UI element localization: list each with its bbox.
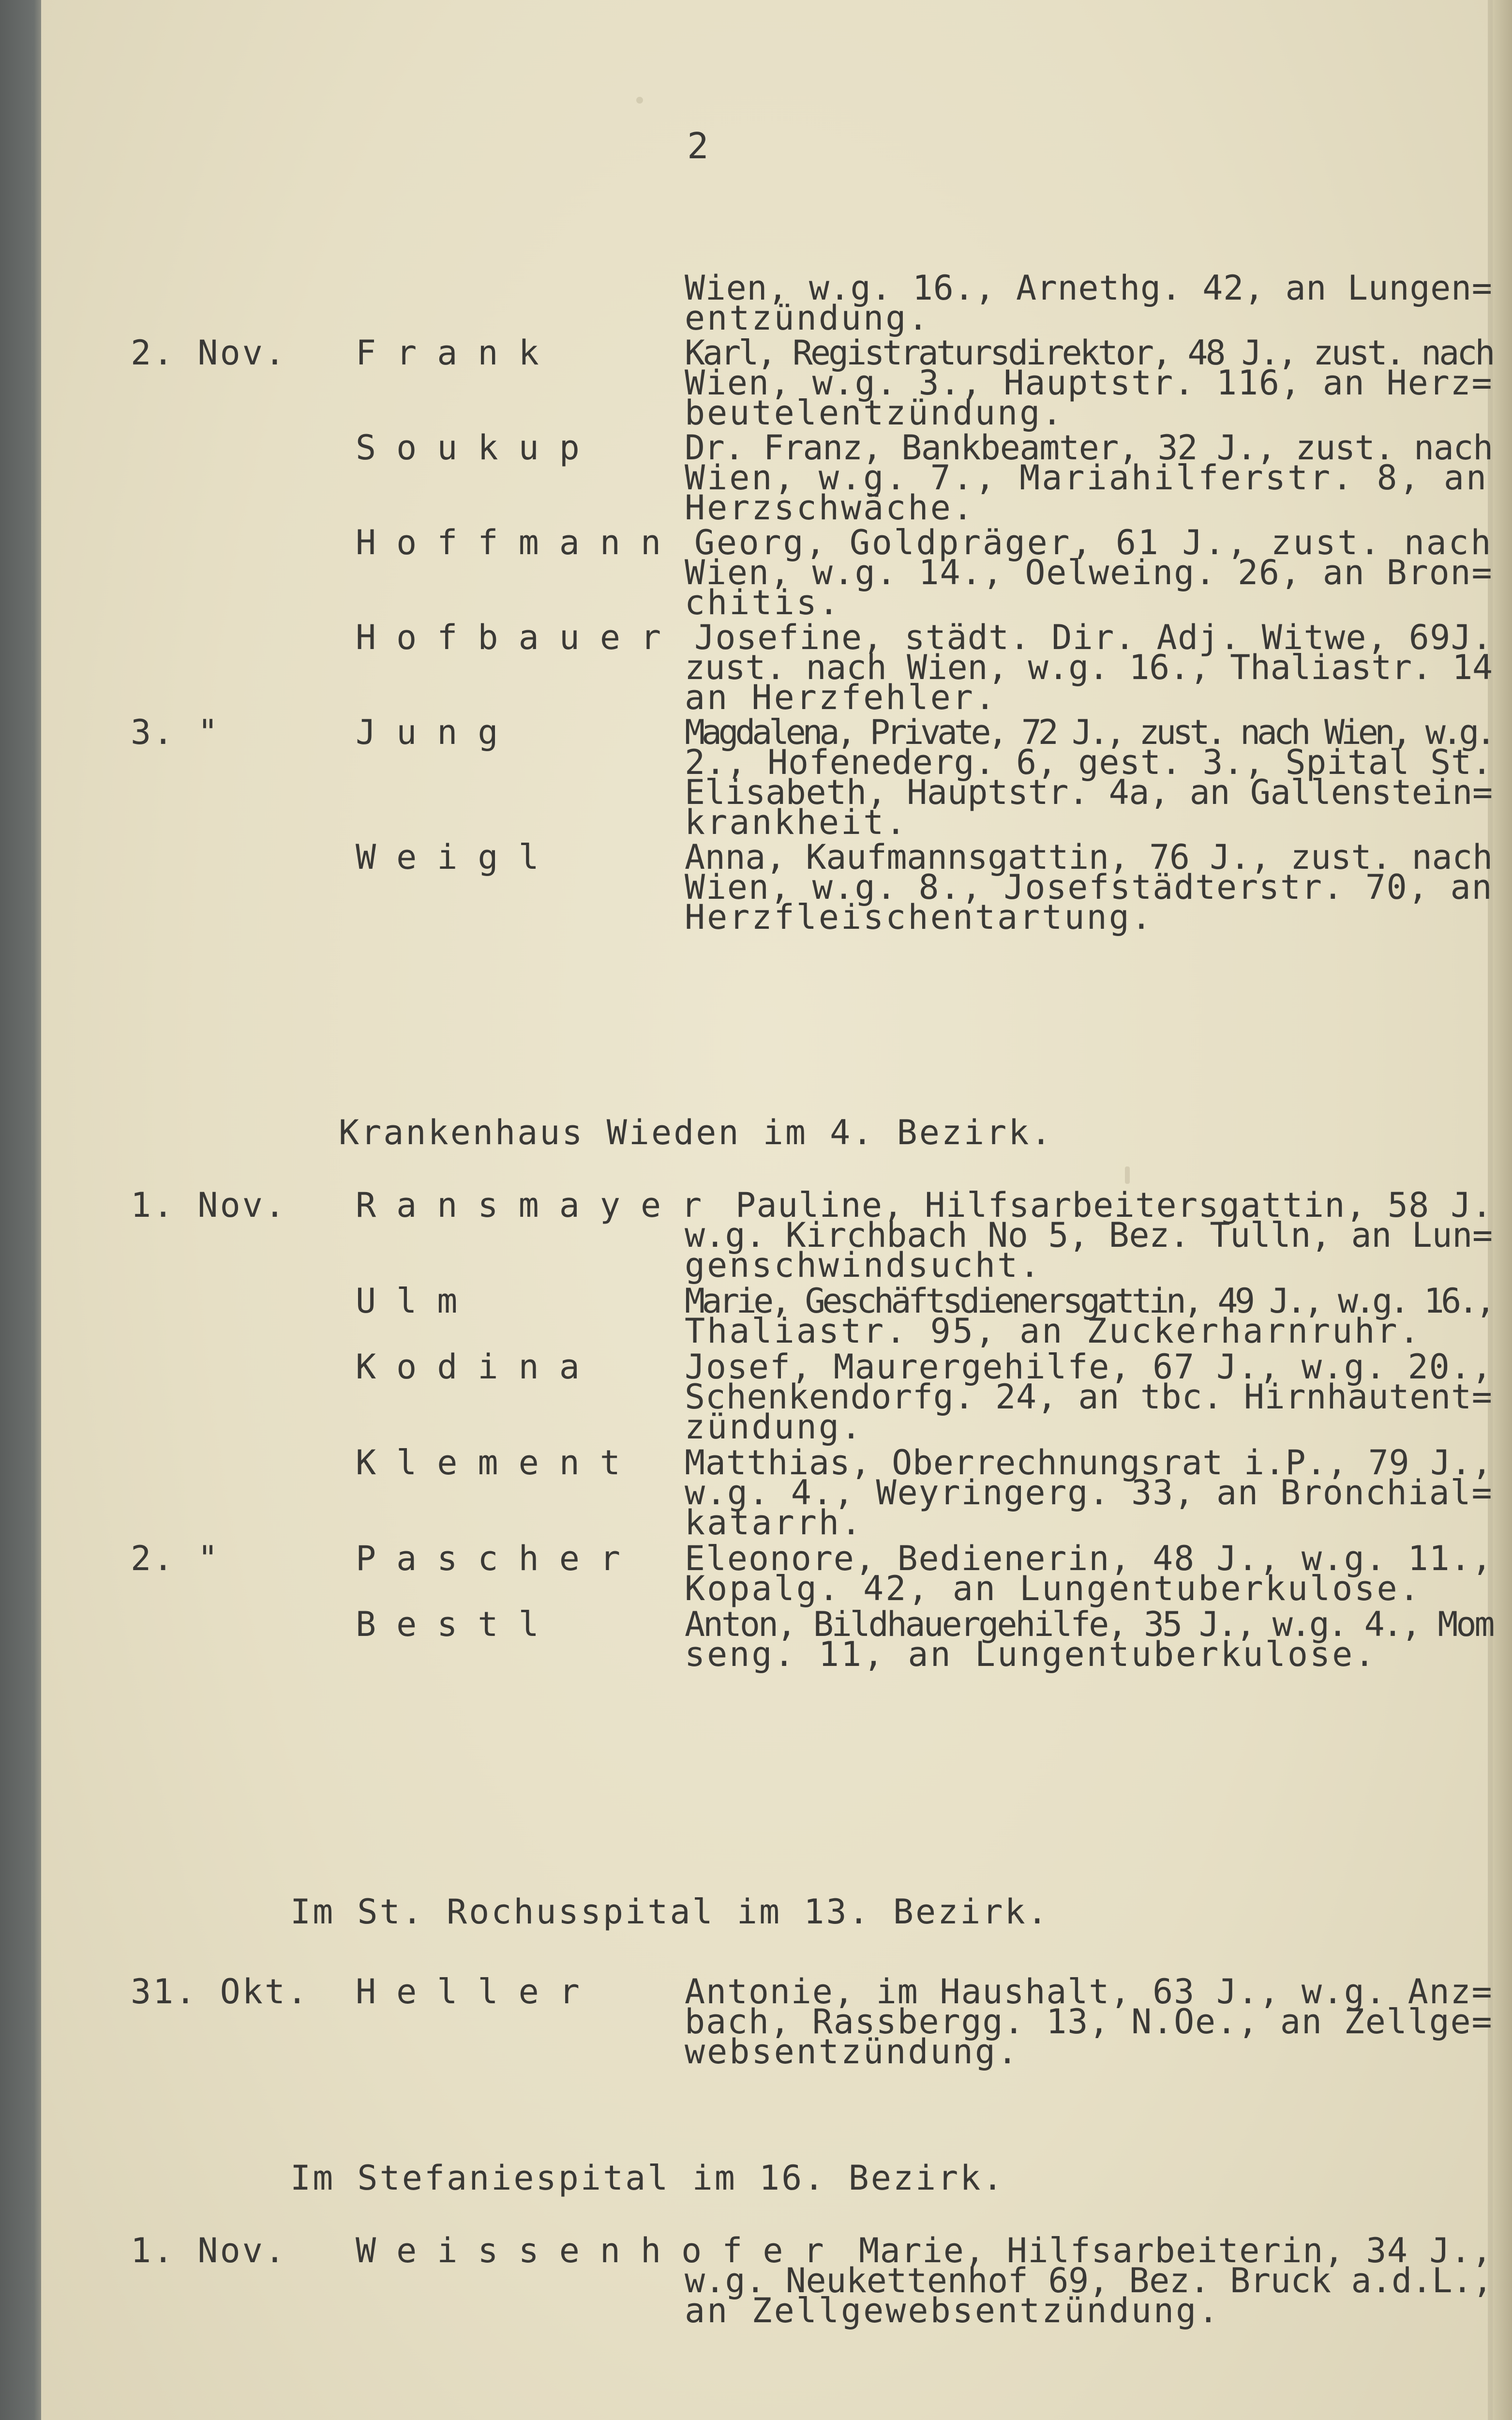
entry-date: 2. " — [131, 1539, 220, 1578]
entry-text-line: Wien, w.g. 8., Josefstädterstr. 70, an — [685, 867, 1493, 907]
entry-surname: Klement — [356, 1443, 641, 1482]
entry-text-line: Herzschwäche. — [685, 488, 975, 528]
entry-text-line: Wien, w.g. 16., Arnethg. 42, an Lungen= — [685, 268, 1493, 308]
page-number: 2 — [687, 125, 711, 167]
entry-date: 31. Okt. — [131, 1972, 310, 2012]
entry-text-line: Eleonore, Bedienerin, 48 J., w.g. 11., — [685, 1539, 1493, 1578]
entry-text-line: entzündung. — [685, 298, 930, 338]
entry-surname: Kodina — [356, 1347, 600, 1387]
entry-text-line: an Zellgewebsentzündung. — [685, 2291, 1221, 2330]
entry-text-line: 2., Hofenederg. 6, gest. 3., Spital St. — [685, 742, 1493, 782]
entry-date: 1. Nov. — [131, 2231, 287, 2270]
entry-surname: Jung — [356, 712, 519, 752]
entry-text-line: katarrh. — [685, 1503, 864, 1543]
section-heading: Im Stefaniespital im 16. Bezirk. — [290, 2158, 1005, 2198]
paper-mark — [1125, 1166, 1130, 1184]
entry-surname: Hoffmann — [356, 523, 682, 562]
entry-text-line: Dr. Franz, Bankbeamter, 32 J., zust. nach — [685, 428, 1493, 468]
entry-text-line: Anna, Kaufmannsgattin, 76 J., zust. nach — [685, 837, 1493, 877]
entry-text-line: Wien, w.g. 14., Oelweing. 26, an Bron= — [685, 553, 1493, 592]
entry-text-line: beutelentzündung. — [685, 393, 1064, 433]
entry-text-line: krankheit. — [685, 802, 908, 842]
entry-text-line: Thaliastr. 95, an Zuckerharnruhr. — [685, 1311, 1422, 1351]
page-edge — [1493, 0, 1512, 2420]
entry-surname: Heller — [356, 1972, 600, 2012]
entry-surname: Bestl — [356, 1604, 559, 1644]
section-heading: Im St. Rochusspital im 13. Bezirk. — [290, 1892, 1049, 1932]
entry-text-line: bach, Rassbergg. 13, N.Oe., an Zellge= — [685, 2002, 1493, 2042]
entry-text-line: Wien, w.g. 7., Mariahilferstr. 8, an — [685, 458, 1489, 498]
entry-text-line: Marie, Geschäftsdienersgattin, 49 J., w.g. 16., — [685, 1281, 1493, 1321]
entry-text-line: Wien, w.g. 3., Hauptstr. 116, an Herz= — [685, 363, 1493, 403]
entry-surname: Pascher — [356, 1539, 641, 1578]
entry-text-line: Karl, Registratursdirektor, 48 J., zust. nach — [685, 333, 1493, 373]
entry-text-line: Josefine, städt. Dir. Adj. Witwe, 69J. — [694, 618, 1493, 657]
entry-text-line: websentzündung. — [685, 2032, 1020, 2072]
entry-text-line: Pauline, Hilfsarbeitersgattin, 58 J. — [735, 1185, 1493, 1225]
entry-surname: Weissenhofer — [356, 2231, 844, 2270]
entry-text-line: Herzfleischentartung. — [685, 897, 1154, 937]
entry-surname: Hofbauer — [356, 618, 682, 657]
entry-date: 3. " — [131, 712, 220, 752]
entry-surname: Frank — [356, 333, 559, 373]
entry-surname: Ulm — [356, 1281, 478, 1321]
entry-text-line: w.g. Neukettenhof 69, Bez. Bruck a.d.L., — [685, 2261, 1493, 2300]
entry-text-line: Marie, Hilfsarbeiterin, 34 J., — [859, 2231, 1493, 2270]
entry-text-line: w.g. Kirchbach No 5, Bez. Tulln, an Lun= — [685, 1215, 1493, 1255]
entry-text-line: Josef, Maurergehilfe, 67 J., w.g. 20., — [685, 1347, 1493, 1387]
entry-text-line: Georg, Goldpräger, 61 J., zust. nach — [694, 523, 1493, 562]
entry-text-line: Kopalg. 42, an Lungentuberkulose. — [685, 1569, 1422, 1608]
entry-surname: Weigl — [356, 837, 559, 877]
entry-date: 1. Nov. — [131, 1185, 287, 1225]
entry-text-line: chitis. — [685, 583, 841, 622]
entry-surname: Soukup — [356, 428, 600, 468]
paper-stain — [636, 97, 643, 104]
entry-text-line: zust. nach Wien, w.g. 16., Thaliastr. 14 — [685, 648, 1493, 687]
entry-text-line: Schenkendorfg. 24, an tbc. Hirnhautent= — [685, 1377, 1493, 1417]
entry-text-line: Antonie, im Haushalt, 63 J., w.g. Anz= — [685, 1972, 1493, 2012]
section-heading: Krankenhaus Wieden im 4. Bezirk. — [339, 1113, 1053, 1152]
entry-text-line: genschwindsucht. — [685, 1245, 1042, 1285]
entry-text-line: Magdalena, Private, 72 J., zust. nach Wien, w.g. — [685, 712, 1493, 752]
entry-text-line: Matthias, Oberrechnungsrat i.P., 79 J., — [685, 1443, 1493, 1482]
entry-text-line: zündung. — [685, 1407, 864, 1447]
entry-surname: Ransmayer — [356, 1185, 722, 1225]
entry-date: 2. Nov. — [131, 333, 287, 373]
entry-text-line: Anton, Bildhauergehilfe, 35 J., w.g. 4., Mom — [685, 1604, 1493, 1644]
entry-text-line: w.g. 4., Weyringerg. 33, an Bronchial= — [685, 1473, 1493, 1512]
entry-text-line: Elisabeth, Hauptstr. 4a, an Gallenstein= — [685, 772, 1493, 812]
entry-text-line: an Herzfehler. — [685, 678, 998, 717]
entry-text-line: seng. 11, an Lungentuberkulose. — [685, 1634, 1377, 1674]
